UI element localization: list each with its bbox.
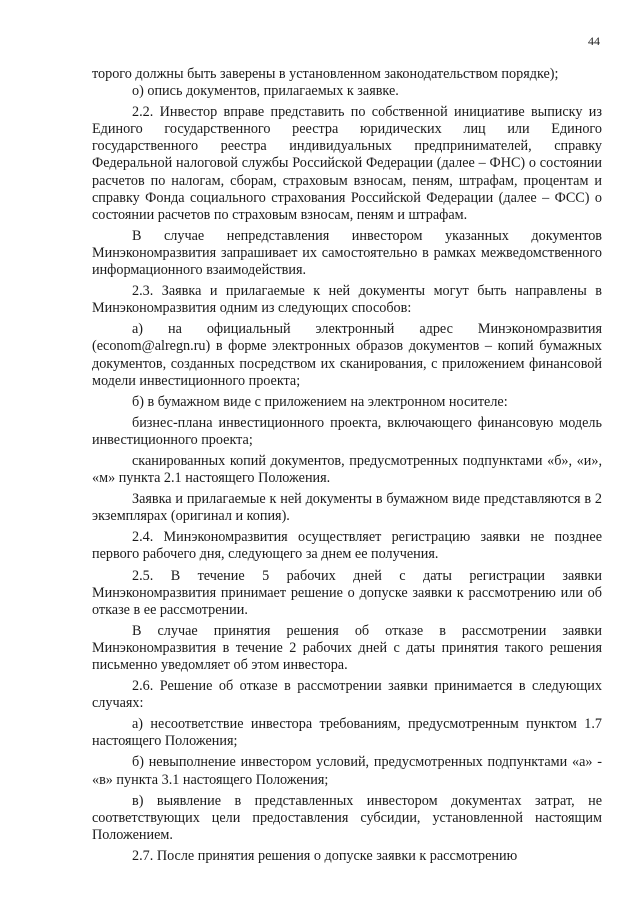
paragraph: 2.6. Решение об отказе в рассмотрении заявки принимается в следующих случаях: (92, 678, 602, 712)
paragraph: торого должны быть заверены в установленном законодательством порядке); (92, 66, 559, 82)
paragraph: В случае непредставления инвестором указанных документов Минэкономразвития запрашивает их самостоятельно в рамках межведомственного информационного взаимодействия. (92, 227, 602, 279)
paragraph: 2.3. Заявка и прилагаемые к ней документы могут быть направлены в Минэкономразвития одним из следующих способов: (92, 283, 602, 317)
paragraph: а) на официальный электронный адрес Минэкономразвития (econom@alregn.ru) в форме электронных образов документов – копий бумажных документов, созданных посредством их сканирования, с приложением финансовой модели инвестиционного проекта; (92, 321, 602, 389)
paragraph: 2.5. В течение 5 рабочих дней с даты регистрации заявки Минэкономразвития принимает решение о допуске заявки к рассмотрению или об отказе в ее рассмотрении. (92, 567, 602, 618)
paragraph: 2.7. После принятия решения о допуске заявки к рассмотрению (132, 847, 518, 864)
paragraph: 2.2. Инвестор вправе представить по собственной инициативе выписку из Единого государственного реестра юридических лиц или Единого государственного реестра индивидуальных предпринимателей, справку Федеральной налоговой службы Российской Федерации (далее – ФНС) о состоянии расчетов по налогам, сборам, страховым взносам, пеням, штрафам, процентам и справку Фонда социального страхования Российской Федерации (далее – ФСС) о состоянии расчетов по страховым взносам, пеням и штрафам. (92, 104, 602, 223)
paragraph: б) невыполнение инвестором условий, предусмотренных подпунктами «а» - «в» пункта 3.1 настоящего Положения; (92, 754, 602, 788)
paragraph: б) в бумажном виде с приложением на электронном носителе: (132, 393, 508, 410)
paragraph: 2.4. Минэкономразвития осуществляет регистрацию заявки не позднее первого рабочего дня, следующего за днем ее получения. (92, 529, 602, 563)
paragraph: В случае принятия решения об отказе в рассмотрении заявки Минэкономразвития в течение 2 рабочих дней с даты принятия такого решения письменно уведомляет об этом инвестора. (92, 622, 602, 673)
paragraph: а) несоответствие инвестора требованиям, предусмотренным пунктом 1.7 настоящего Положения; (92, 716, 602, 750)
paragraph: о) опись документов, прилагаемых к заявке. (132, 83, 399, 100)
document-body (92, 66, 602, 865)
paragraph: в) выявление в представленных инвестором документах затрат, не соответствующих цели предоставления субсидии, установленной настоящим Положением. (92, 792, 602, 843)
paragraph: сканированных копий документов, предусмотренных подпунктами «б», «и», «м» пункта 2.1 настоящего Положения. (92, 452, 602, 487)
page-number: 44 (588, 34, 600, 48)
paragraph: Заявка и прилагаемые к ней документы в бумажном виде представляются в 2 экземплярах (оригинал и копия). (92, 491, 602, 525)
paragraph: бизнес-плана инвестиционного проекта, включающего финансовую модель инвестиционного проекта; (92, 414, 602, 448)
